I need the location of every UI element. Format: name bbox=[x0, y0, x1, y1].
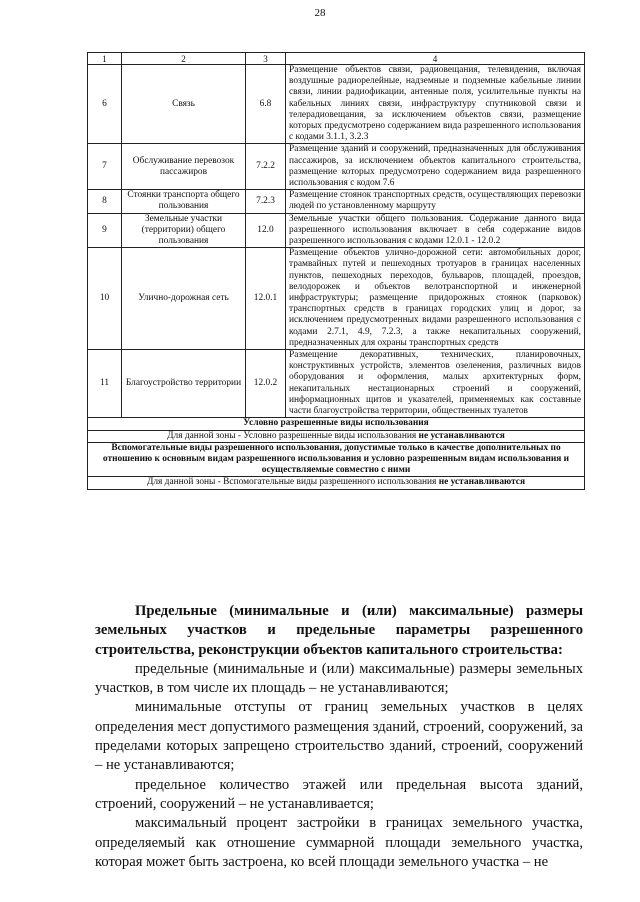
conditional-uses-note-row bbox=[88, 430, 585, 442]
table-row bbox=[88, 190, 585, 213]
auxiliary-uses-note bbox=[88, 477, 585, 489]
auxiliary-uses-heading-row bbox=[88, 442, 585, 477]
conditional-uses-note bbox=[88, 430, 585, 442]
table-row bbox=[88, 144, 585, 190]
auxiliary-uses-heading: Вспомогательные виды разрешенного использования, допустимые только в качестве дополнительных по отношению к основным видам разрешенного использования и условно разрешенным видам использования и осуществляемые совместно с ними bbox=[88, 442, 585, 477]
use-type-code: 6.8 bbox=[246, 65, 286, 144]
use-type-code: 7.2.3 bbox=[246, 190, 286, 213]
use-type-code: 12.0.1 bbox=[246, 248, 286, 350]
use-type-code: 12.0 bbox=[246, 213, 286, 248]
header-col-3: 3 bbox=[246, 53, 286, 65]
limits-paragraph: предельное количество этажей или предельная высота зданий, строений, сооружений – не устанавливается; bbox=[95, 776, 583, 812]
use-type-name: Стоянки транспорта общего пользования bbox=[122, 190, 246, 213]
use-type-name: Земельные участки (территории) общего пользования bbox=[122, 213, 246, 248]
limits-paragraph: минимальные отступы от границ земельных участков в целях определения мест допустимого размещения зданий, строений, сооружений, за пределами которых запрещено строительство зданий, строений, сооружений – не устанавливаются; bbox=[95, 699, 583, 774]
header-col-4: 4 bbox=[286, 53, 585, 65]
use-type-code: 12.0.2 bbox=[246, 350, 286, 418]
table-row bbox=[88, 65, 585, 144]
auxiliary-note-status: не устанавливаются bbox=[438, 477, 526, 488]
limits-paragraph: максимальный процент застройки в границах земельного участка, определяемый как отношение суммарной площади земельного участка, которая может быть застроена, ко всей площади земельного участка – не bbox=[95, 815, 583, 870]
table-row bbox=[88, 350, 585, 418]
use-type-name: Улично-дорожная сеть bbox=[122, 248, 246, 350]
use-type-description: Размещение зданий и сооружений, предназначенных для обслуживания пассажиров, за исключением объектов капитального строительства, размещение которых предусмотрено содержанием вида разрешенного использования с кодом 7.6 bbox=[286, 144, 585, 190]
limits-paragraph: предельные (минимальные и (или) максимальные) размеры земельных участков, в том числе их площадь – не устанавливаются; bbox=[95, 660, 583, 697]
row-number: 9 bbox=[88, 213, 122, 248]
header-col-1: 1 bbox=[88, 53, 122, 65]
limits-heading: Предельные (минимальные и (или) максимальные) размеры земельных участков и предельные параметры разрешенного строительства, реконструкции объектов капитального строительства: bbox=[95, 603, 583, 658]
page-number: 28 bbox=[314, 7, 326, 19]
limits-section bbox=[95, 602, 583, 872]
row-number: 6 bbox=[88, 65, 122, 144]
conditional-note-text: Для данной зоны - Условно разрешенные виды использования bbox=[167, 430, 417, 441]
auxiliary-uses-note-row bbox=[88, 477, 585, 489]
use-type-description: Размещение объектов связи, радиовещания, телевидения, включая воздушные радиорелейные, надземные и подземные кабельные линии связи, линии радиофикации, антенные поля, усилительные пункты на кабельных линиях связи, инфраструктуру спутниковой связи и телерадиовещания, за исключением объектов связи, размещение которых предусмотрено содержанием вида разрешенного использования с кодами 3.1.1, 3.2.3 bbox=[286, 65, 585, 144]
use-type-description: Размещение объектов улично-дорожной сети: автомобильных дорог, трамвайных путей и пешеходных тротуаров в границах населенных пунктов, пешеходных переходов, бульваров, площадей, проездов, велодорожек и объектов велотранспортной и инженерной инфраструктуры; размещение придорожных стоянок (парковок) транспортных средств в границах городских улиц и дорог, за исключением предусмотренных видами разрешенного использования с кодами 2.7.1, 4.9, 7.2.3, а также некапитальных сооружений, предназначенных для охраны транспортных средств bbox=[286, 248, 585, 350]
use-type-code: 7.2.2 bbox=[246, 144, 286, 190]
land-use-table bbox=[87, 52, 585, 490]
row-number: 7 bbox=[88, 144, 122, 190]
use-type-name: Связь bbox=[122, 65, 246, 144]
use-type-description: Размещение стоянок транспортных средств, осуществляющих перевозки людей по установленному маршруту bbox=[286, 190, 585, 213]
row-number: 11 bbox=[88, 350, 122, 418]
conditional-note-status: не устанавливаются bbox=[418, 430, 505, 441]
row-number: 10 bbox=[88, 248, 122, 350]
use-type-name: Благоустройство территории bbox=[122, 350, 246, 418]
conditional-uses-heading-row bbox=[88, 418, 585, 430]
header-col-2: 2 bbox=[122, 53, 246, 65]
row-number: 8 bbox=[88, 190, 122, 213]
use-type-name: Обслуживание перевозок пассажиров bbox=[122, 144, 246, 190]
auxiliary-note-text: Для данной зоны - Вспомогательные виды разрешенного использования bbox=[146, 477, 437, 488]
use-type-description: Размещение декоративных, технических, планировочных, конструктивных устройств, элементов озеленения, различных видов оборудования и оформления, малых архитектурных форм, некапитальных нестационарных строений и сооружений, информационных щитов и указателей, применяемых как составные части благоустройства территории, общественных туалетов bbox=[286, 350, 585, 418]
use-type-description: Земельные участки общего пользования. Содержание данного вида разрешенного использования включает в себя содержание видов разрешенного использования с кодами 12.0.1 - 12.0.2 bbox=[286, 213, 585, 248]
table-row bbox=[88, 248, 585, 350]
conditional-uses-heading: Условно разрешенные виды использования bbox=[88, 418, 585, 430]
table-row bbox=[88, 213, 585, 248]
table-header-row bbox=[88, 53, 585, 65]
